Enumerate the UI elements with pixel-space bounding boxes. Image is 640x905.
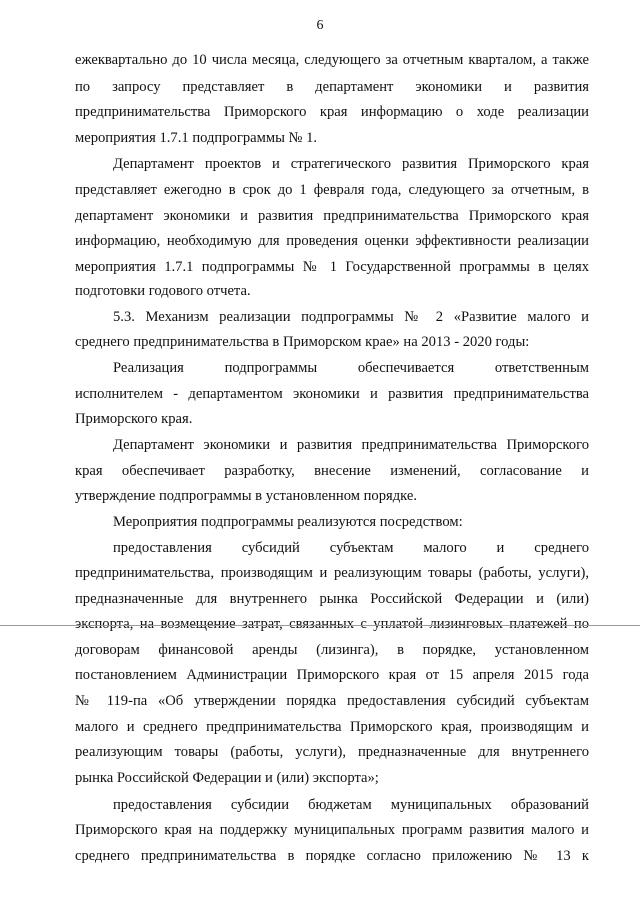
paragraph-first-line: Мероприятия подпрограммы реализуются посредством: [113,514,463,530]
text-line: среднего предпринимательства в порядке согласно приложению № 13 к [75,848,589,864]
text-line: Приморского края на поддержку муниципальных программ развития малого и [75,822,589,838]
text-line: края обеспечивает разработку, внесение изменений, согласование и [75,463,589,479]
paragraph-first-line: предоставления субсидии бюджетам муниципальных образований [113,797,589,813]
text-line: подготовки годового отчета. [75,283,251,299]
text-line: мероприятия 1.7.1 подпрограммы № 1 Государственной программы в целях [75,259,589,275]
text-line: исполнителем - департаментом экономики и развития предпринимательства [75,386,589,402]
text-line: Приморского края. [75,411,193,427]
paragraph-first-line: Департамент проектов и стратегического развития Приморского края [113,156,589,172]
text-line: мероприятия 1.7.1 подпрограммы № 1. [75,130,318,146]
text-line: предпринимательства Приморского края информацию о ходе реализации [75,104,589,120]
text-line: экспорта, на возмещение затрат, связанных с уплатой лизинговых платежей по [75,616,589,632]
text-line: департамент экономики и развития предпринимательства Приморского края [75,208,589,224]
text-line: предпринимательства, производящим и реализующим товары (работы, услуги), [75,565,589,581]
text-line: договорам финансовой аренды (лизинга), в порядке, установленном [75,642,589,658]
text-line: представляет ежегодно в срок до 1 февраля года, следующего за отчетным, в [75,182,589,198]
text-line: № 119-па «Об утверждении порядка предоставления субсидий субъектам [75,693,589,709]
section-heading-line: 5.3. Механизм реализации подпрограммы № 2 «Развитие малого и [113,309,589,325]
page-number: 6 [316,18,324,33]
text-line: малого и среднего предпринимательства Приморского края, производящим и [75,719,589,735]
paragraph-first-line: Реализация подпрограммы обеспечивается ответственным [113,360,589,376]
text-line: информацию, необходимую для проведения оценки эффективности реализации [75,233,589,249]
text-line: по запросу представляет в департамент экономики и развития [75,79,589,95]
text-line: утверждение подпрограммы в установленном порядке. [75,488,418,504]
text-line: реализующим товары (работы, услуги), предназначенные для внутреннего [75,744,589,760]
page-divider [0,625,640,626]
text-line: ежеквартально до 10 числа месяца, следующего за отчетным кварталом, а также [75,52,589,68]
paragraph-first-line: предоставления субсидий субъектам малого и среднего [113,540,589,556]
section-heading-line: среднего предпринимательства в Приморском крае» на 2013 - 2020 годы: [75,334,530,350]
text-line: постановлением Администрации Приморского края от 15 апреля 2015 года [75,667,589,683]
paragraph-first-line: Департамент экономики и развития предпринимательства Приморского [113,437,589,453]
text-line: рынка Российской Федерации и (или) экспорта»; [75,770,379,786]
text-line: предназначенные для внутреннего рынка Российской Федерации и (или) [75,591,589,607]
